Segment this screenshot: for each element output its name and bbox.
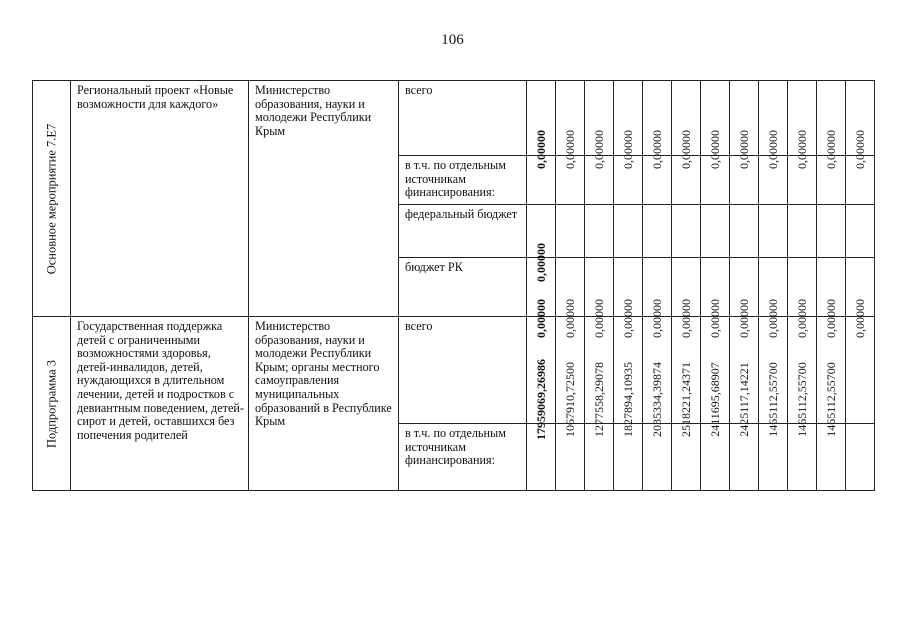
value-cell — [730, 258, 759, 338]
source-cell — [399, 81, 527, 156]
value: 1465112,55700 — [765, 361, 780, 437]
event-name: Региональный проект «Новые возможности для каждого» — [77, 83, 234, 111]
value-cell — [701, 317, 730, 437]
value-cell — [527, 258, 556, 338]
value-cell — [585, 317, 614, 437]
value-cell — [643, 81, 672, 169]
value-cell — [730, 317, 759, 437]
value: 2411695,68907 — [707, 361, 722, 437]
source-label: всего — [405, 319, 433, 333]
value-cell — [556, 317, 585, 437]
value-cell — [846, 81, 875, 169]
value: 0,00000 — [591, 129, 606, 169]
value: 0,00000 — [852, 298, 867, 338]
value: 0,00000 — [591, 298, 606, 338]
section-label: Основное мероприятие 7.Е7 — [44, 123, 58, 274]
value: 2518221,24371 — [678, 361, 693, 437]
value-cell — [672, 258, 701, 338]
section-cell — [33, 81, 71, 317]
value: 0,00000 — [620, 298, 635, 338]
value: 0,00000 — [823, 298, 838, 338]
executor-cell — [249, 317, 399, 491]
value-cell — [643, 317, 672, 437]
value: 0,00000 — [533, 129, 548, 169]
value: 0,00000 — [533, 242, 548, 282]
value-cell — [759, 258, 788, 338]
value-cell — [585, 258, 614, 338]
value: 0,00000 — [707, 298, 722, 338]
value-cell — [788, 258, 817, 338]
value: 0,00000 — [562, 129, 577, 169]
section-label: Подпрограмма 3 — [44, 359, 58, 448]
source-cell — [399, 258, 527, 317]
value: 0,00000 — [649, 298, 664, 338]
value: 1277558,29078 — [591, 361, 606, 437]
value: 0,00000 — [823, 129, 838, 169]
value: 1067910,72500 — [562, 361, 577, 437]
value: 0,00000 — [794, 129, 809, 169]
value-cell — [614, 317, 643, 437]
value-cell — [817, 81, 846, 169]
value: 0,00000 — [736, 129, 751, 169]
value: 17959069,26986 — [533, 358, 548, 440]
value-cell — [788, 81, 817, 169]
value: 0,00000 — [533, 298, 548, 338]
table-row — [33, 81, 875, 156]
value: 1465112,55700 — [823, 361, 838, 437]
value: 0,00000 — [707, 129, 722, 169]
value-cell — [846, 258, 875, 338]
table-row — [33, 317, 875, 424]
value-cell — [701, 258, 730, 338]
value-cell — [759, 81, 788, 169]
page-number: 106 — [441, 32, 464, 48]
value: 0,00000 — [765, 298, 780, 338]
value-cell — [672, 317, 701, 437]
value-cell — [614, 81, 643, 169]
financing-table — [32, 80, 875, 491]
value: 1827894,10935 — [620, 361, 635, 437]
source-label: федеральный бюджет — [405, 207, 518, 221]
value: 0,00000 — [620, 129, 635, 169]
executor-name: Министерство образования, науки и молодежи Республики Крым; органы местного самоуправления муниципальных образований в Республике Крым — [255, 319, 392, 429]
event-name: Государственная поддержка детей с ограниченными возможностями здоровья, детей-инвалидов, детей, нуждающихся в длительном лечении, детей и подростков с девиантным поведением, детей-сирот и детей, оставшихся без попечения родителей — [77, 319, 244, 442]
value-cell — [759, 317, 788, 437]
value-cell — [614, 258, 643, 338]
value: 0,00000 — [678, 298, 693, 338]
executor-name: Министерство образования, науки и молодежи Республики Крым — [255, 83, 372, 138]
value: 2425117,14221 — [736, 361, 751, 437]
section-cell — [33, 317, 71, 491]
executor-cell — [249, 81, 399, 317]
value: 2035334,39874 — [649, 361, 664, 437]
source-cell — [399, 317, 527, 424]
source-cell — [399, 205, 527, 258]
value-cell — [527, 205, 556, 282]
value: 0,00000 — [794, 298, 809, 338]
value: 0,00000 — [678, 129, 693, 169]
value: 0,00000 — [852, 129, 867, 169]
source-cell — [399, 156, 527, 205]
value-cell — [527, 81, 556, 169]
value-cell — [701, 81, 730, 169]
name-cell — [71, 317, 249, 491]
value-cell — [556, 81, 585, 169]
value-cell — [672, 81, 701, 169]
source-label: всего — [405, 83, 433, 97]
value-cell — [585, 81, 614, 169]
value-cell — [817, 258, 846, 338]
value: 0,00000 — [765, 129, 780, 169]
value-cell — [527, 317, 556, 440]
value: 0,00000 — [649, 129, 664, 169]
value: 1465112,55700 — [794, 361, 809, 437]
value-cell — [556, 258, 585, 338]
value-cell — [730, 81, 759, 169]
source-cell — [399, 424, 527, 491]
source-label: в т.ч. по отдельным источникам финансирования: — [405, 158, 506, 200]
name-cell — [71, 81, 249, 317]
source-label: бюджет РК — [405, 260, 463, 274]
value-cell — [643, 258, 672, 338]
value-cell — [817, 317, 846, 437]
value: 0,00000 — [736, 298, 751, 338]
value: 0,00000 — [562, 298, 577, 338]
source-label: в т.ч. по отдельным источникам финансирования: — [405, 426, 506, 468]
value-cell — [788, 317, 817, 437]
